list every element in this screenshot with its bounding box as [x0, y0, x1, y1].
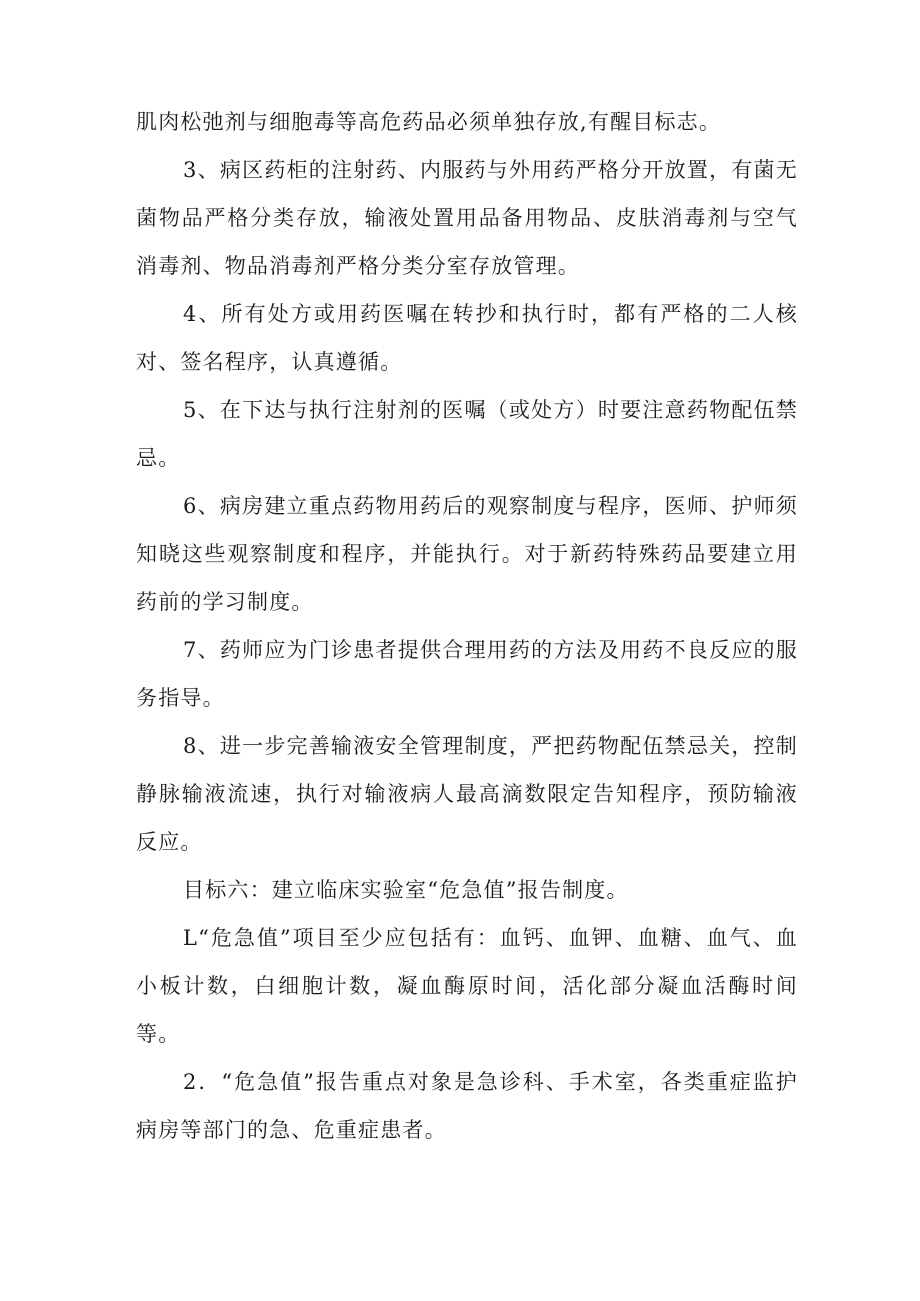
paragraph-item-6: 6、病房建立重点药物用药后的观察制度与程序，医师、护师须知晓这些观察制度和程序，并能执行。对于新药特殊药品要建立用药前的学习制度。 — [136, 494, 798, 614]
document-body — [136, 98, 798, 1154]
paragraph-item-7: 7、药师应为门诊患者提供合理用药的方法及用药不良反应的服务指导。 — [136, 638, 798, 710]
paragraph-item-4: 4、所有处方或用药医嘱在转抄和执行时，都有严格的二人核对、签名程序，认真遵循。 — [136, 302, 798, 374]
paragraph-1: 肌肉松弛剂与细胞毒等高危药品必须单独存放,有醒目标志。 — [136, 110, 722, 134]
paragraph-item-3: 3、病区药柜的注射药、内服药与外用药严格分开放置，有菌无菌物品严格分类存放，输液处置用品备用物品、皮肤消毒剂与空气消毒剂、物品消毒剂严格分类分室存放管理。 — [136, 158, 798, 278]
paragraph-critical-report-targets: 2．“危急值”报告重点对象是急诊科、手术室，各类重症监护病房等部门的急、危重症患者。 — [136, 1070, 798, 1142]
section-heading-goal-six: 目标六：建立临床实验室“危急值”报告制度。 — [183, 878, 629, 902]
paragraph-item-5: 5、在下达与执行注射剂的医嘱（或处方）时要注意药物配伍禁忌。 — [136, 398, 798, 470]
paragraph-item-8: 8、进一步完善输液安全管理制度，严把药物配伍禁忌关，控制静脉输液流速，执行对输液病人最高滴数限定告知程序，预防输液反应。 — [136, 734, 798, 854]
paragraph-critical-items: L“危急值”项目至少应包括有：血钙、血钾、血糖、血气、血小板计数，白细胞计数，凝血酶原时间，活化部分凝血活酶时间等。 — [136, 926, 798, 1046]
